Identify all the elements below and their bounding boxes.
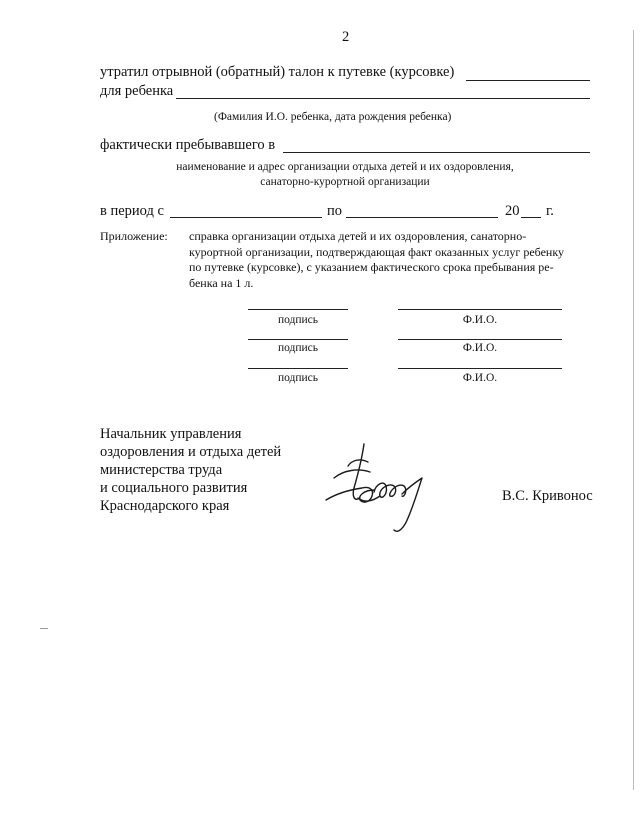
name-caption-1: Ф.И.О. bbox=[462, 314, 498, 326]
signature-line-1 bbox=[248, 309, 348, 310]
attachment-text bbox=[189, 229, 592, 291]
attachment-line: по путевке (курсовке), с указанием фактического срока пребывания ре- bbox=[189, 260, 554, 274]
period-from-label: в период с bbox=[100, 203, 164, 219]
year-suffix: г. bbox=[546, 203, 554, 219]
org-caption-line2: санаторно-курортной организации bbox=[260, 176, 430, 188]
page-number: 2 bbox=[342, 29, 350, 45]
position-line: Краснодарского края bbox=[100, 498, 230, 514]
signature-caption-2: подпись bbox=[277, 342, 319, 354]
position-line: оздоровления и отдыха детей bbox=[100, 444, 282, 460]
period-to-line bbox=[346, 217, 498, 218]
signature-caption-1: подпись bbox=[277, 314, 319, 326]
attachment-line: курортной организации, подтверждающая факт оказанных услуг ребенку bbox=[189, 244, 565, 259]
for-child-label: для ребенка bbox=[100, 83, 174, 99]
name-line-1 bbox=[398, 309, 562, 310]
name-caption-2: Ф.И.О. bbox=[462, 342, 498, 354]
child-fill-line bbox=[176, 98, 590, 99]
attachment-line: справка организации отдыха детей и их оздоровления, санаторно- bbox=[189, 229, 527, 243]
signature-line-2 bbox=[248, 339, 348, 340]
position-line: и социального развития bbox=[100, 480, 248, 496]
child-caption: (Фамилия И.О. ребенка, дата рождения ребенка) bbox=[214, 111, 452, 123]
handwritten-signature bbox=[318, 438, 440, 538]
name-line-3 bbox=[398, 368, 562, 369]
signature-caption-3: подпись bbox=[277, 372, 319, 384]
position-line: Начальник управления bbox=[100, 426, 242, 442]
period-to-label: по bbox=[327, 203, 343, 219]
attachment-label: Приложение: bbox=[100, 229, 168, 243]
year-prefix: 20 bbox=[505, 203, 520, 219]
position-line: министерства труда bbox=[100, 462, 223, 478]
year-fill-line bbox=[521, 217, 541, 218]
name-line-2 bbox=[398, 339, 562, 340]
signatory-name: В.С. Кривонос bbox=[502, 488, 593, 504]
page-edge-shadow bbox=[633, 30, 634, 790]
coupon-fill-line bbox=[466, 80, 590, 81]
name-caption-3: Ф.И.О. bbox=[462, 372, 498, 384]
stay-label: фактически пребывавшего в bbox=[100, 137, 276, 153]
scan-mark bbox=[40, 628, 48, 629]
signatory-position bbox=[100, 425, 281, 515]
signature-line-3 bbox=[248, 368, 348, 369]
attachment-line: бенка на 1 л. bbox=[189, 275, 254, 290]
period-from-line bbox=[170, 217, 322, 218]
organization-fill-line bbox=[283, 152, 590, 153]
lost-coupon-text: утратил отрывной (обратный) талон к путевке (курсовке) bbox=[100, 64, 455, 80]
org-caption-line1: наименование и адрес организации отдыха детей и их оздоровления, bbox=[176, 161, 514, 173]
